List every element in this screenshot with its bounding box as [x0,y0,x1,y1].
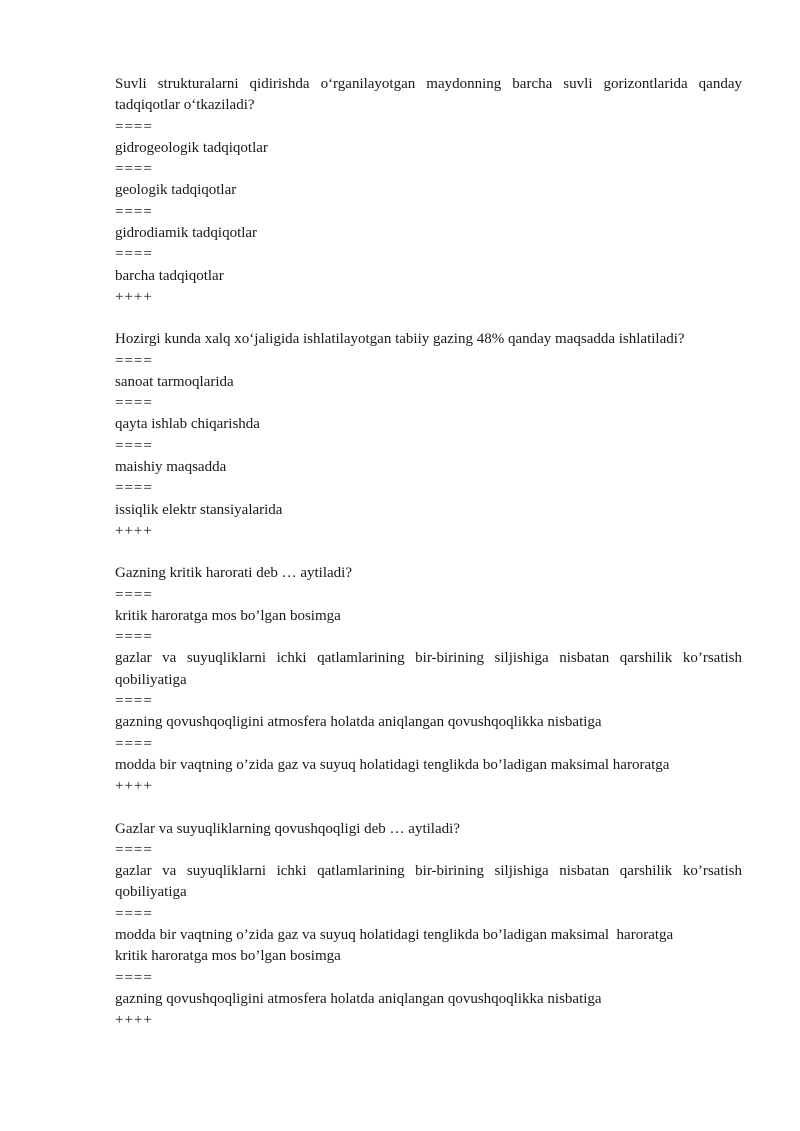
answer-separator: ==== [115,586,153,603]
answer-separator: ==== [115,161,153,178]
document-page [115,74,742,1031]
question-end-marker: ++++ [115,522,153,539]
answer-separator: ==== [115,629,153,646]
question-block [115,329,742,542]
answer-separator: ==== [115,841,153,858]
question-end-marker: ++++ [115,778,153,795]
question-block [115,563,742,797]
question-text: Suvli strukturalarni qidirishda o‘rganilayotgan maydonning barcha suvli gorizontlarida qanday tadqiqotlar o‘tkaziladi? [115,76,742,114]
answer-separator: ==== [115,905,153,922]
answer-separator: ==== [115,118,153,135]
answer-separator: ==== [115,246,153,263]
question-text: Hozirgi kunda xalq xo‘jaligida ishlatilayotgan tabiiy gazing 48% qanday maqsadda ishlatiladi? [115,331,685,348]
question-block [115,819,742,1032]
answer-option: gazlar va suyuqliklarni ichki qatlamlarining bir-birining siljishiga nisbatan qarshilik ko’rsatish qobiliyatiga [115,863,742,901]
question-text: Gazlar va suyuqliklarning qovushqoqligi deb … aytiladi? [115,820,460,837]
question-end-marker: ++++ [115,288,153,305]
answer-option: gidrogeologik tadqiqotlar [115,139,268,156]
question-text: Gazning kritik harorati deb … aytiladi? [115,565,353,582]
answer-option: issiqlik elektr stansiyalarida [115,501,283,518]
answer-option: barcha tadqiqotlar [115,267,224,284]
answer-separator: ==== [115,693,153,710]
answer-option: gazlar va suyuqliklarni ichki qatlamlarining bir-birining siljishiga nisbatan qarshilik ko’rsatish qobiliyatiga [115,650,742,688]
answer-option: kritik haroratga mos bo’lgan bosimga [115,607,341,624]
answer-option: geologik tadqiqotlar [115,182,237,199]
answer-option: qayta ishlab chiqarishda [115,416,260,433]
answer-option: gazning qovushqoqligini atmosfera holatda aniqlangan qovushqoqlikka nisbatiga [115,714,602,731]
answer-option: sanoat tarmoqlarida [115,373,234,390]
answer-option: gazning qovushqoqligini atmosfera holatda aniqlangan qovushqoqlikka nisbatiga [115,990,602,1007]
question-block [115,74,742,308]
answer-option: modda bir vaqtning o’zida gaz va suyuq holatidagi tenglikda bo’ladigan maksimal haroratga [115,756,670,773]
answer-separator: ==== [115,437,153,454]
answer-separator: ==== [115,203,153,220]
answer-option: maishiy maqsadda [115,459,227,476]
answer-separator: ==== [115,480,153,497]
answer-separator: ==== [115,969,153,986]
answer-option: gidrodiamik tadqiqotlar [115,225,258,242]
answer-separator: ==== [115,395,153,412]
answer-separator: ==== [115,735,153,752]
answer-option: modda bir vaqtning o’zida gaz va suyuq holatidagi tenglikda bo’ladigan maksimal haroratga [115,926,674,943]
question-end-marker: ++++ [115,1012,153,1029]
answer-separator: ==== [115,352,153,369]
answer-option-continuation: kritik haroratga mos bo’lgan bosimga [115,948,341,965]
